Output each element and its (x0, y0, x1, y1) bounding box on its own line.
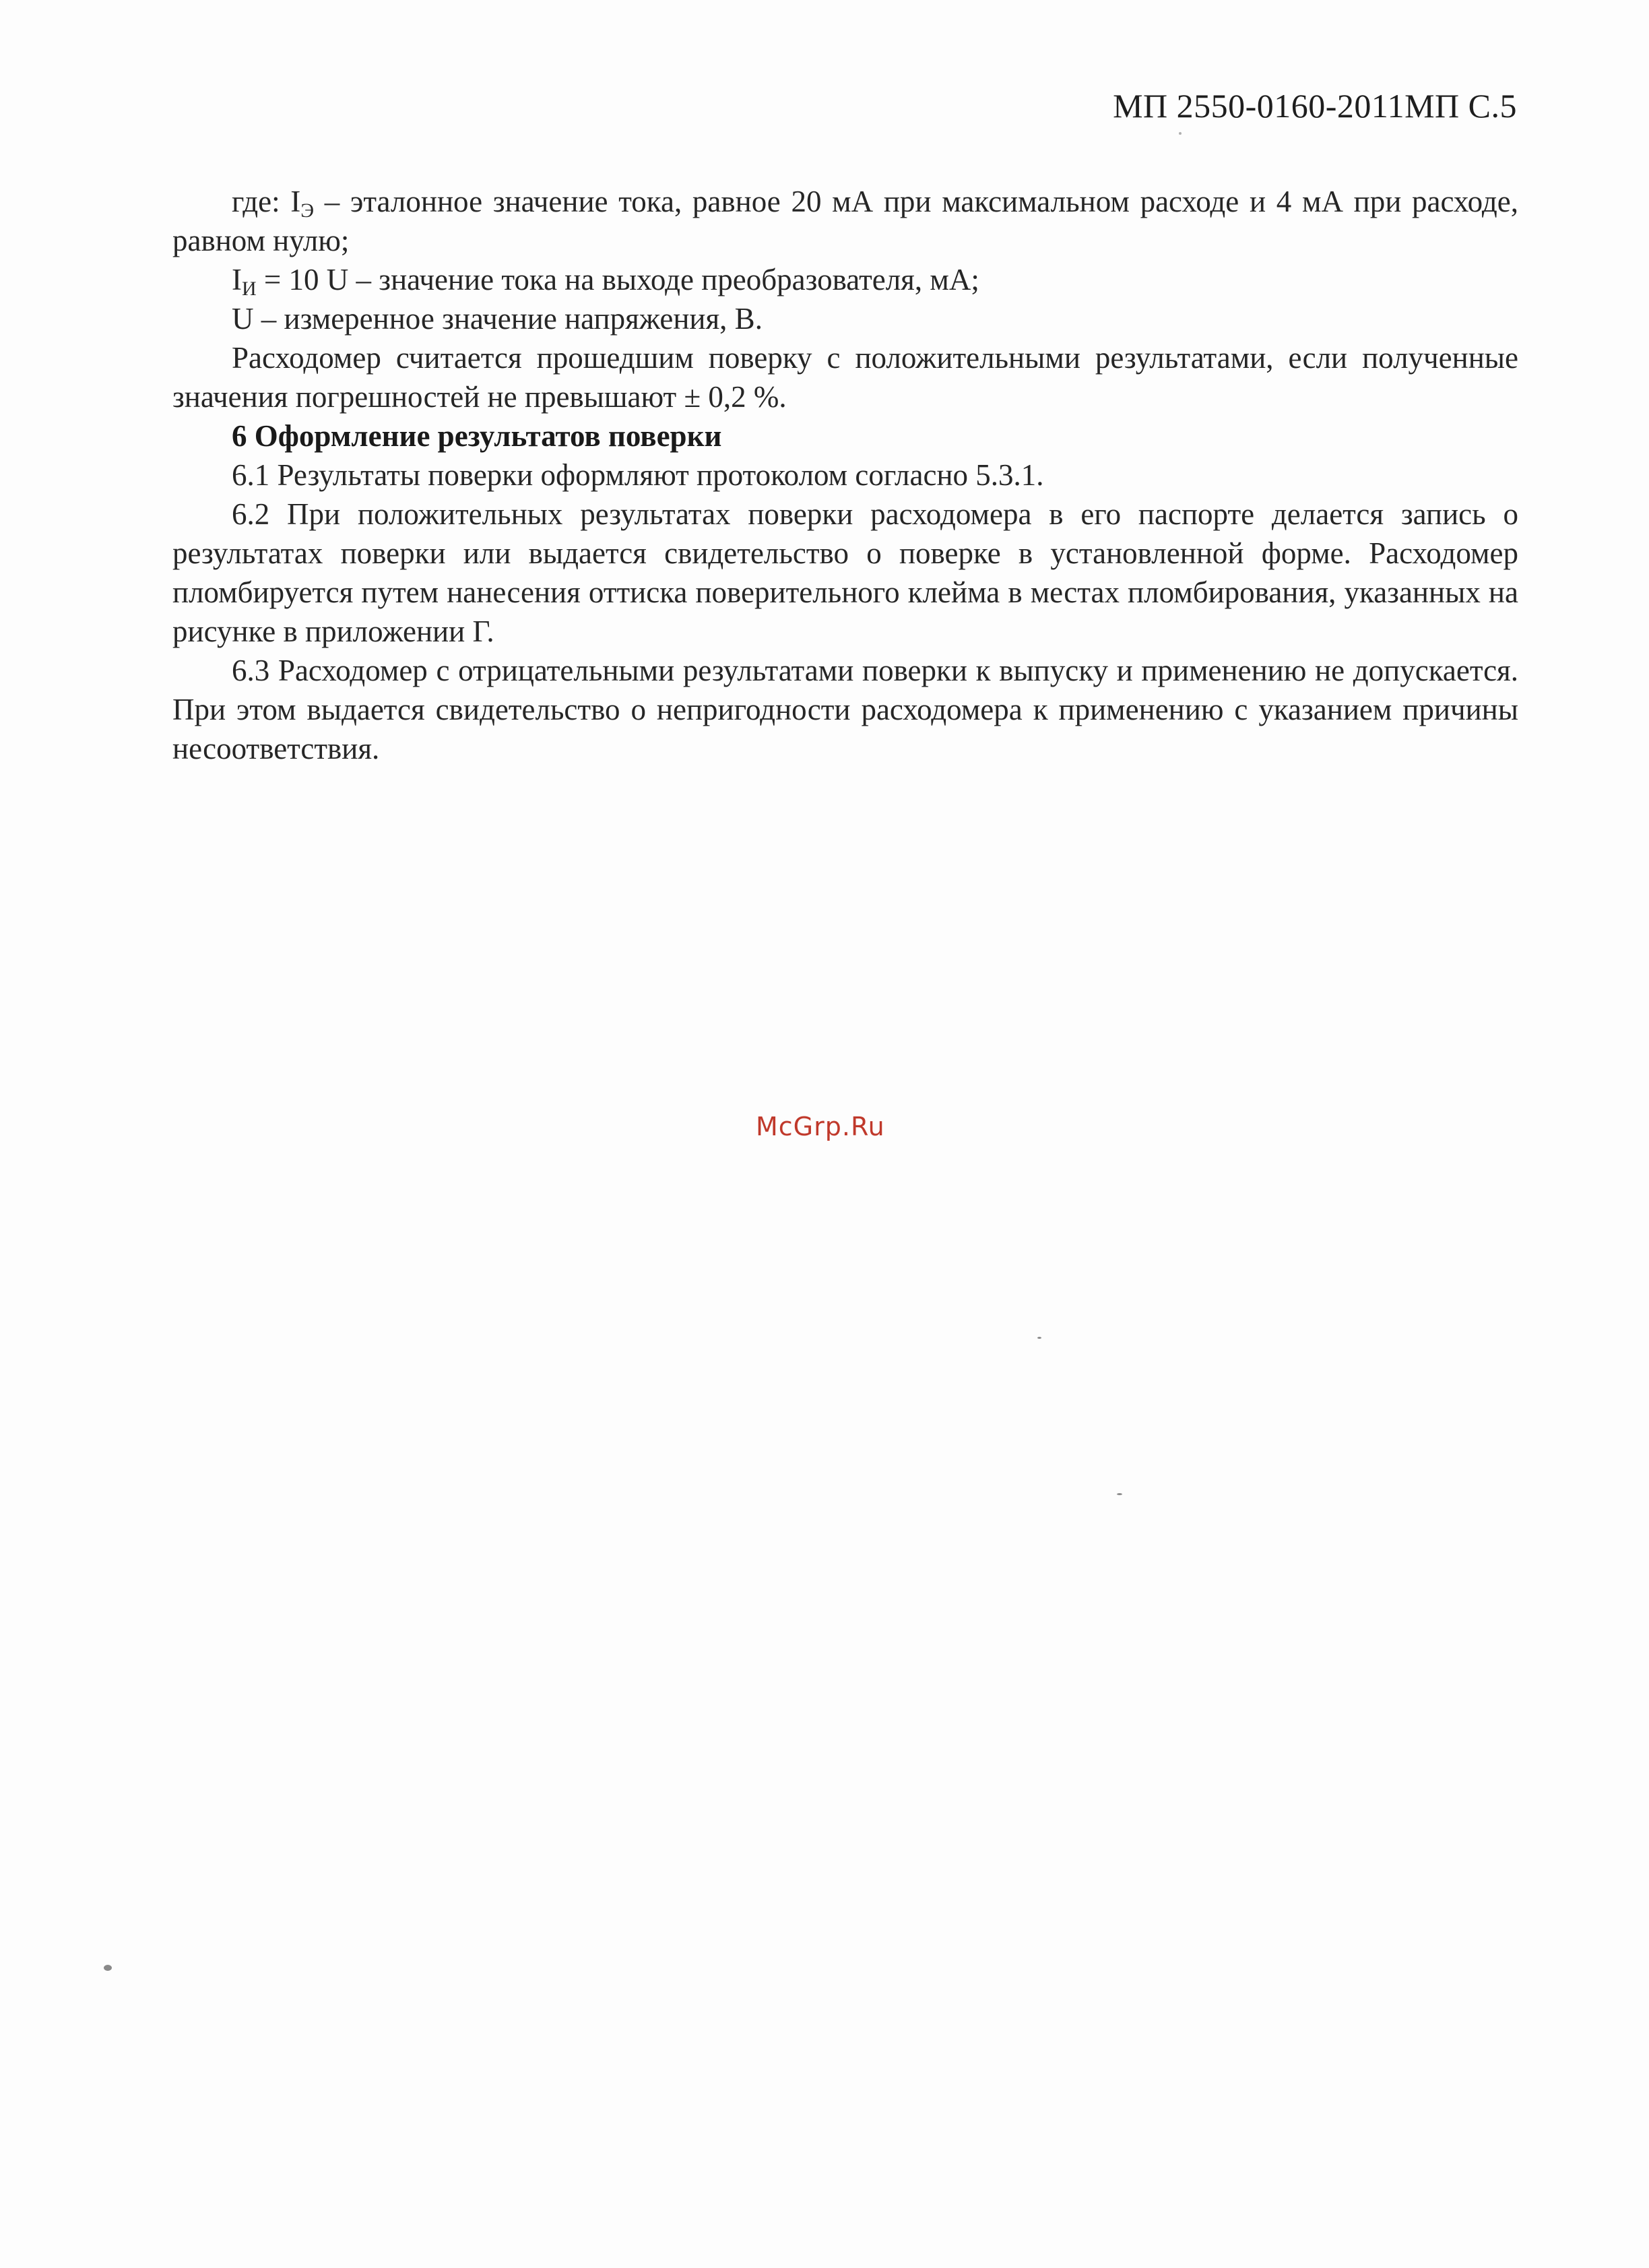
where-text: – эталонное значение тока, равное 20 мА при максимальном расходе и 4 мА при расходе, равном нулю; (172, 185, 1518, 257)
iu-main: I (232, 263, 242, 296)
iu-text: = 10 U – значение тока на выходе преобразователя, мА; (256, 263, 979, 296)
where-intro: где: I (232, 185, 301, 218)
scan-speck (104, 1965, 112, 1971)
site-watermark: McGrp.Ru (756, 1112, 885, 1141)
definition-u: U – измеренное значение напряжения, В. (232, 302, 763, 336)
scan-speck (1117, 1493, 1122, 1495)
definition-iu (172, 260, 1518, 299)
section-6-heading: 6 Оформление результатов поверки (232, 419, 722, 453)
document-code-header: МП 2550-0160-2011МП С.5 (1113, 87, 1517, 125)
paragraph-6-1: 6.1 Результаты поверки оформляют протоколом согласно 5.3.1. (232, 458, 1044, 492)
paragraph-6-2: 6.2 При положительных результатах поверки расходомера в его паспорте делается запись о результатах поверки или выдается свидетельство о поверке в установленной форме. Расходомер пломбируется путем нанесения оттиска поверительного клейма в местах пломбирования, указанных на рисунке в приложении Г. (172, 497, 1518, 648)
pass-criteria-paragraph: Расходомер считается прошедшим поверку с положительными результатами, если полученные значения погрешностей не превышают ± 0,2 %. (172, 341, 1518, 414)
subscript-e: Э (300, 199, 315, 222)
scan-speck (1179, 132, 1182, 135)
scan-speck (1037, 1337, 1041, 1339)
where-definition-ie (172, 182, 1518, 260)
paragraph-6-3: 6.3 Расходомер с отрицательными результатами поверки к выпуску и применению не допускается. При этом выдается свидетельство о непригодности расходомера к применению с указанием причины несоответствия. (172, 654, 1518, 765)
subscript-i: И (242, 278, 257, 300)
document-body (172, 182, 1518, 768)
